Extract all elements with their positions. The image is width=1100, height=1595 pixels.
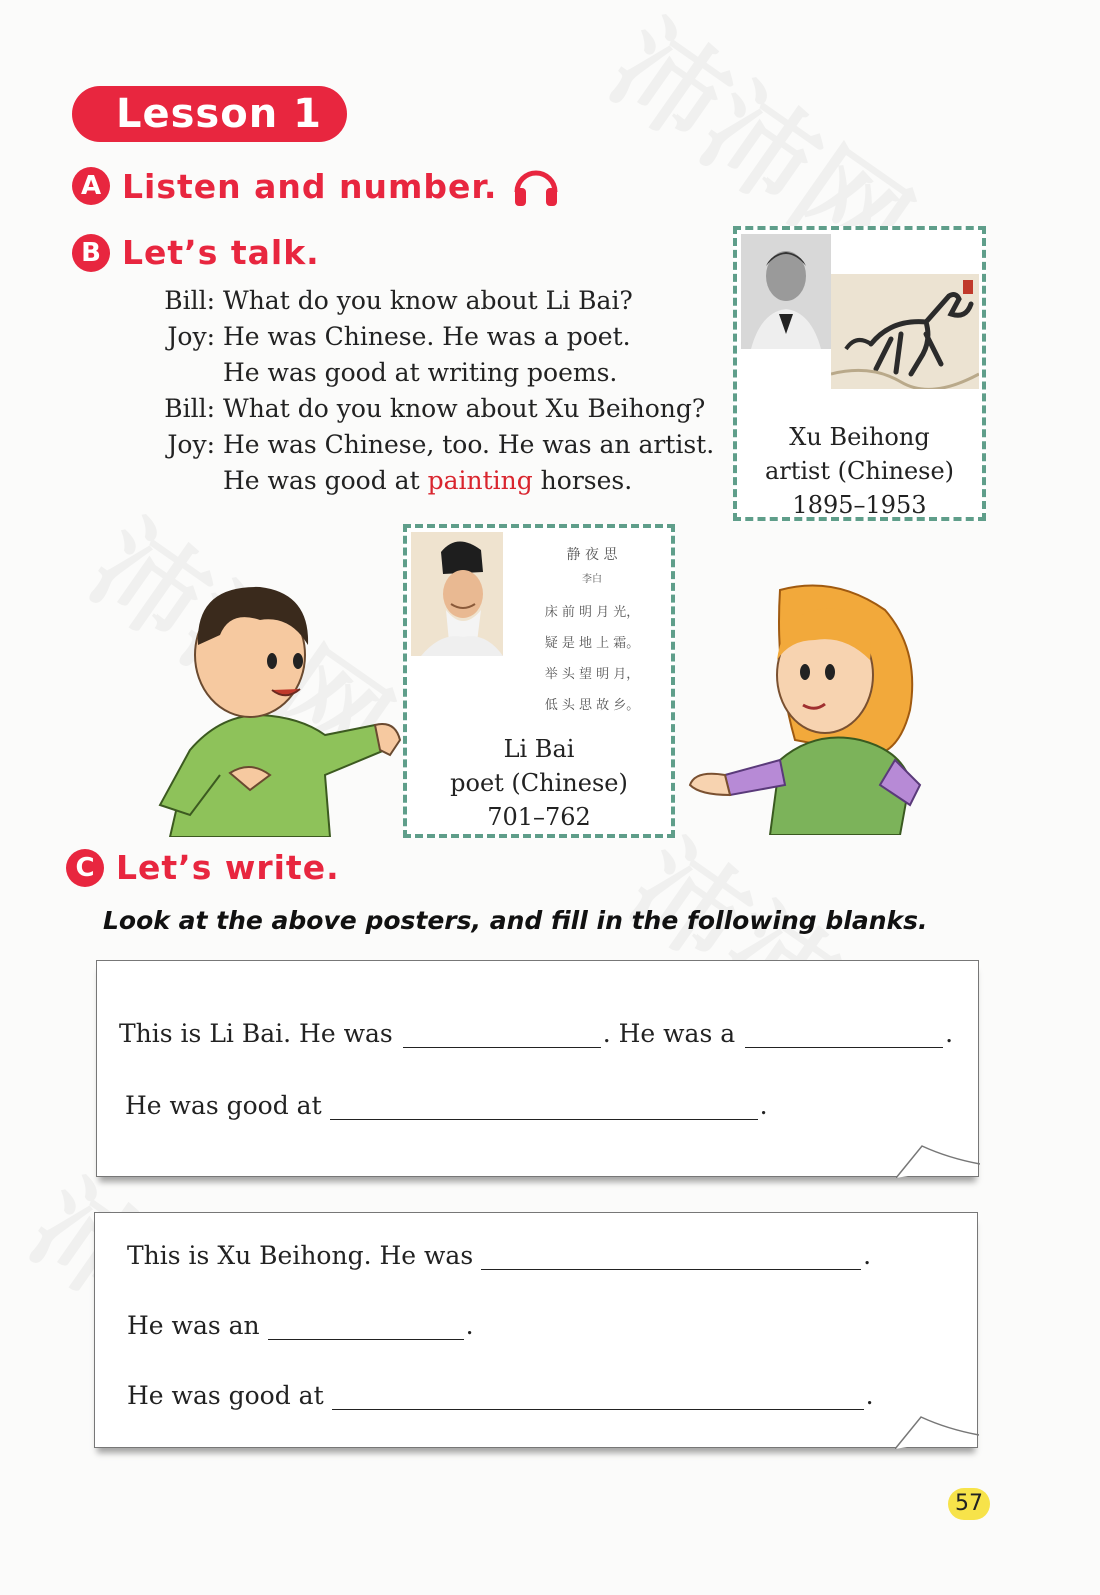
- poster-xu-years: 1895–1953: [792, 491, 927, 519]
- poster-li-role: poet (Chinese): [450, 769, 628, 797]
- answer-blank[interactable]: [268, 1313, 464, 1340]
- lesson-title: Lesson 1: [72, 86, 347, 142]
- dialog-line: [150, 319, 720, 355]
- poem-line: 疑 是 地 上 霜。: [544, 636, 640, 651]
- dialog-text: What do you know about Xu Beihong?: [223, 394, 706, 423]
- answer-blank[interactable]: [332, 1383, 864, 1410]
- dialog-line: [150, 283, 720, 319]
- section-c-title: Let’s write.: [116, 848, 340, 887]
- dialog-text: He was good at painting horses.: [223, 466, 633, 495]
- girl-illustration: [685, 580, 925, 835]
- poster-xu-caption: [737, 420, 982, 522]
- poem-author: 李白: [582, 574, 602, 585]
- card2-line2: [127, 1311, 474, 1340]
- speaker: Bill:: [164, 394, 215, 423]
- card2-line1: [127, 1241, 871, 1270]
- card1-text: .: [945, 1019, 954, 1048]
- poster-li-name: Li Bai: [503, 735, 575, 763]
- card2-text: He was good at: [127, 1381, 324, 1410]
- speaker: Joy:: [167, 322, 215, 351]
- section-a-letter: A: [72, 167, 110, 205]
- answer-blank[interactable]: [481, 1243, 861, 1270]
- speaker: Bill:: [164, 286, 215, 315]
- dialog-line: [150, 463, 720, 499]
- dialog: [150, 283, 720, 499]
- poem-title: 静 夜 思: [566, 547, 618, 563]
- card1-text: .: [759, 1091, 768, 1120]
- dialog-line: [150, 355, 720, 391]
- section-b-title: Let’s talk.: [122, 233, 320, 272]
- speaker: [150, 463, 215, 499]
- dialog-line: [150, 391, 720, 427]
- instruction: Look at the above posters, and fill in the following blanks.: [103, 906, 928, 935]
- section-a-title: Listen and number.: [122, 166, 498, 206]
- page-number: 57: [948, 1488, 990, 1520]
- section-a-header: [72, 162, 561, 210]
- poster-xu-beihong: [733, 226, 986, 521]
- answer-blank[interactable]: [403, 1021, 601, 1048]
- li-bai-portrait: [411, 532, 503, 656]
- card1-line1: [119, 1019, 953, 1048]
- fill-in-card-2: [94, 1212, 978, 1448]
- page-curl: [895, 1415, 979, 1449]
- poster-li-years: 701–762: [487, 803, 591, 831]
- card2-text: .: [865, 1381, 874, 1410]
- poster-li-bai: [403, 524, 675, 838]
- speaker: Joy:: [167, 430, 215, 459]
- section-b-letter: B: [72, 234, 110, 272]
- poem: [522, 544, 662, 713]
- section-c-header: [66, 848, 340, 887]
- card1-line2: [125, 1091, 768, 1120]
- card2-line3: [127, 1381, 874, 1410]
- poem-line: 低 头 思 故 乡。: [544, 698, 640, 713]
- dialog-line: [150, 427, 720, 463]
- section-b-header: [72, 233, 320, 272]
- section-c-letter: C: [66, 849, 104, 887]
- card2-text: .: [863, 1241, 872, 1270]
- dialog-text: What do you know about Li Bai?: [223, 286, 633, 315]
- boy-illustration: [150, 575, 405, 837]
- poster-li-caption: [407, 732, 671, 834]
- answer-blank[interactable]: [330, 1093, 758, 1120]
- horse-painting: [831, 274, 979, 389]
- page-curl: [896, 1144, 980, 1178]
- dialog-text: He was good at writing poems.: [223, 358, 618, 387]
- card2-text: .: [465, 1311, 474, 1340]
- card1-text: He was good at: [125, 1091, 322, 1120]
- dialog-text: He was Chinese. He was a poet.: [223, 322, 631, 351]
- answer-blank[interactable]: [745, 1021, 943, 1048]
- card1-text: . He was a: [602, 1019, 736, 1048]
- poem-line: 举 头 望 明 月，: [544, 667, 640, 682]
- card2-text: This is Xu Beihong. He was: [127, 1241, 474, 1270]
- poster-xu-name: Xu Beihong: [789, 423, 930, 451]
- highlight-word: painting: [427, 466, 533, 495]
- dialog-text: He was Chinese, too. He was an artist.: [223, 430, 715, 459]
- card2-text: He was an: [127, 1311, 260, 1340]
- headphones-icon[interactable]: [511, 162, 561, 210]
- portrait-photo: [741, 234, 831, 349]
- fill-in-card-1: [96, 960, 979, 1177]
- speaker: [150, 355, 215, 391]
- poster-xu-role: artist (Chinese): [764, 457, 955, 485]
- poem-line: 床 前 明 月 光，: [544, 605, 640, 620]
- card1-text: This is Li Bai. He was: [119, 1019, 393, 1048]
